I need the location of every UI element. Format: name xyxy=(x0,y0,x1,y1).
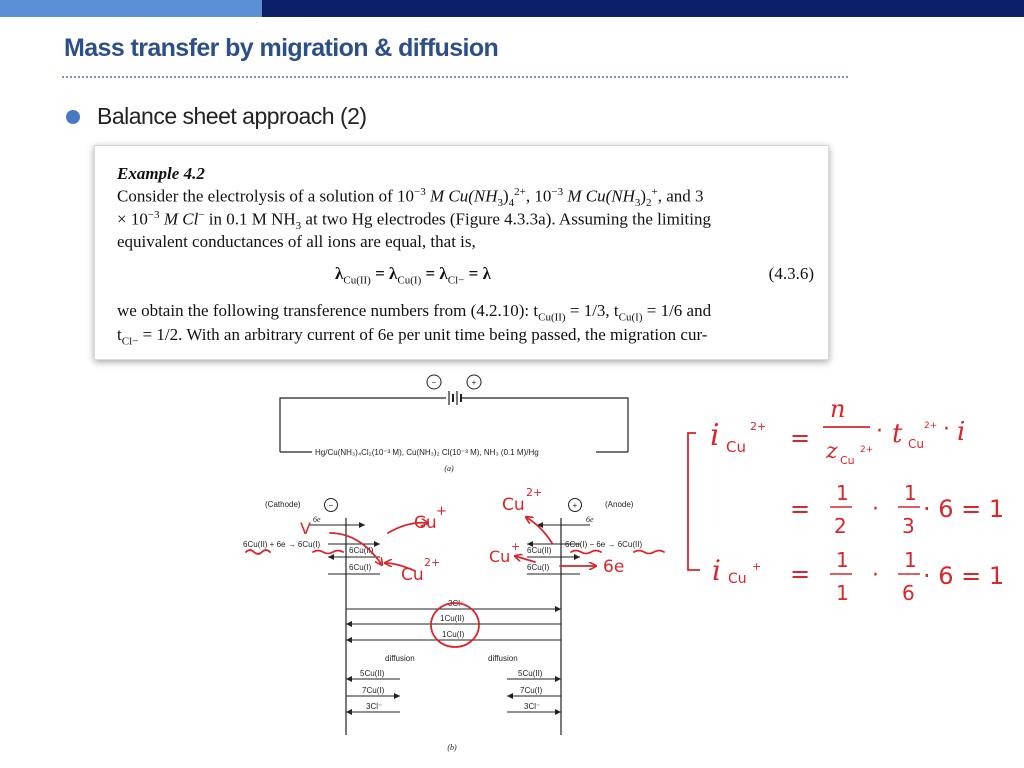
svg-text:2+: 2+ xyxy=(860,445,874,455)
svg-text:2: 2 xyxy=(834,514,847,538)
sublabel-b: (b) xyxy=(447,743,457,752)
example-line-1: Consider the electrolysis of a solution of $10^{-3}$ M $Cu(NH_3)_4^{2+}$, $10^{-3}$ M $Cu(NH_3)_2^+$, and 3 xyxy=(117,186,704,210)
handwritten-equations xyxy=(688,395,1004,605)
sublabel-a: (a) xyxy=(444,464,454,473)
svg-text:·: · xyxy=(872,497,879,522)
svg-text:1: 1 xyxy=(836,548,849,572)
equation-4-3-6: $\lambda_{Cu(II)} = \lambda_{Cu(I)} = \lambda_{Cl-} = \lambda$ xyxy=(335,264,491,287)
svg-text:=: = xyxy=(790,495,811,523)
svg-text:·: · xyxy=(876,419,883,444)
svg-text:+: + xyxy=(471,378,477,387)
svg-text:+: + xyxy=(752,560,762,573)
svg-text:5Cu(II): 5Cu(II) xyxy=(360,669,385,678)
svg-text:1: 1 xyxy=(836,481,849,505)
svg-text:2+: 2+ xyxy=(924,421,938,431)
diffusion-label-left: diffusion xyxy=(385,654,415,663)
svg-text:2+: 2+ xyxy=(526,486,543,499)
svg-text:Cu: Cu xyxy=(908,437,924,451)
svg-text:7Cu(I): 7Cu(I) xyxy=(520,686,543,695)
svg-text:3Cl⁻: 3Cl⁻ xyxy=(366,702,383,711)
example-line-3: equivalent conductances of all ions are equal, that is, xyxy=(117,232,476,251)
svg-text:Cu: Cu xyxy=(726,438,746,456)
svg-text:·: · xyxy=(872,563,879,588)
svg-text:Cu: Cu xyxy=(840,454,855,467)
svg-text:Cu: Cu xyxy=(401,565,424,585)
anode-reaction: 6Cu(I) − 6e → 6Cu(II) xyxy=(565,540,643,549)
svg-text:6: 6 xyxy=(902,581,915,605)
svg-text:·: · xyxy=(943,417,950,442)
diffusion-label-right: diffusion xyxy=(488,654,518,663)
svg-text:+: + xyxy=(572,501,578,510)
svg-text:=: = xyxy=(790,560,811,588)
cathode-reaction: 6Cu(II) + 6e → 6Cu(I) xyxy=(243,540,321,549)
svg-text:3Cl⁻: 3Cl⁻ xyxy=(448,599,465,608)
svg-text:5Cu(II): 5Cu(II) xyxy=(518,669,543,678)
svg-text:Cu: Cu xyxy=(728,571,747,587)
svg-text:Cu: Cu xyxy=(502,495,525,515)
example-heading: Example 4.2 xyxy=(117,164,205,183)
svg-text:−: − xyxy=(328,501,334,510)
svg-text:V: V xyxy=(300,519,311,538)
svg-text:i: i xyxy=(712,554,721,587)
svg-text:6e: 6e xyxy=(313,515,321,524)
svg-text:Cu: Cu xyxy=(489,547,511,566)
svg-text:1: 1 xyxy=(904,548,917,572)
svg-text:2+: 2+ xyxy=(750,420,767,433)
svg-text:1Cu(I): 1Cu(I) xyxy=(442,630,465,639)
svg-text:6Cu(II): 6Cu(II) xyxy=(527,546,552,555)
cell-label: Hg/Cu(NH₃)₄Cl₂(10⁻³ M), Cu(NH₃)₂ Cl(10⁻³ M), NH₃ (0.1 M)/Hg xyxy=(315,448,539,457)
svg-text:1: 1 xyxy=(836,581,849,605)
svg-text:· 6 = 1: · 6 = 1 xyxy=(923,562,1005,590)
equation-number: (4.3.6) xyxy=(768,264,814,283)
svg-text:6Cu(I): 6Cu(I) xyxy=(527,563,550,572)
example-line-5: $t_{Cl-} = 1/2$. With an arbitrary current of 6e per unit time being passed, the migration cur- xyxy=(117,325,708,348)
example-line-2: × $10^{-3}$ M Cl− in 0.1 M $NH_3$ at two Hg electrodes (Figure 4.3.3a). Assuming the limiting xyxy=(117,209,711,233)
svg-text:6e: 6e xyxy=(586,515,594,524)
svg-text:z: z xyxy=(826,439,838,464)
svg-text:1Cu(II): 1Cu(II) xyxy=(440,614,465,623)
cathode-label: (Cathode) xyxy=(265,500,301,509)
svg-text:6Cu(II): 6Cu(II) xyxy=(349,546,374,555)
bullet-text: Balance sheet approach (2) xyxy=(97,103,367,129)
svg-text:+: + xyxy=(436,504,447,519)
svg-text:3Cl⁻: 3Cl⁻ xyxy=(524,702,541,711)
example-line-4: we obtain the following transference numbers from (4.2.10): $t_{Cu(II)} = 1/3$, $t_{Cu(I)} = 1/6$ and xyxy=(117,301,712,324)
slide-title: Mass transfer by migration & diffusion xyxy=(64,34,499,62)
svg-text:2+: 2+ xyxy=(424,556,441,569)
svg-text:· 6 = 1: · 6 = 1 xyxy=(923,495,1005,523)
svg-text:i: i xyxy=(957,417,966,447)
anode-label: (Anode) xyxy=(605,500,634,509)
svg-text:t: t xyxy=(892,419,903,449)
svg-text:n: n xyxy=(830,395,846,423)
svg-text:3: 3 xyxy=(902,514,915,538)
svg-text:−: − xyxy=(431,378,437,387)
circuit-diagram xyxy=(280,375,628,473)
svg-text:+: + xyxy=(511,540,521,553)
svg-text:=: = xyxy=(790,424,811,452)
svg-text:7Cu(I): 7Cu(I) xyxy=(362,686,385,695)
svg-text:i: i xyxy=(710,418,720,453)
svg-text:6Cu(I): 6Cu(I) xyxy=(349,563,372,572)
svg-text:1: 1 xyxy=(904,481,917,505)
svg-text:Cu: Cu xyxy=(414,513,437,533)
svg-text:6e: 6e xyxy=(603,557,625,577)
